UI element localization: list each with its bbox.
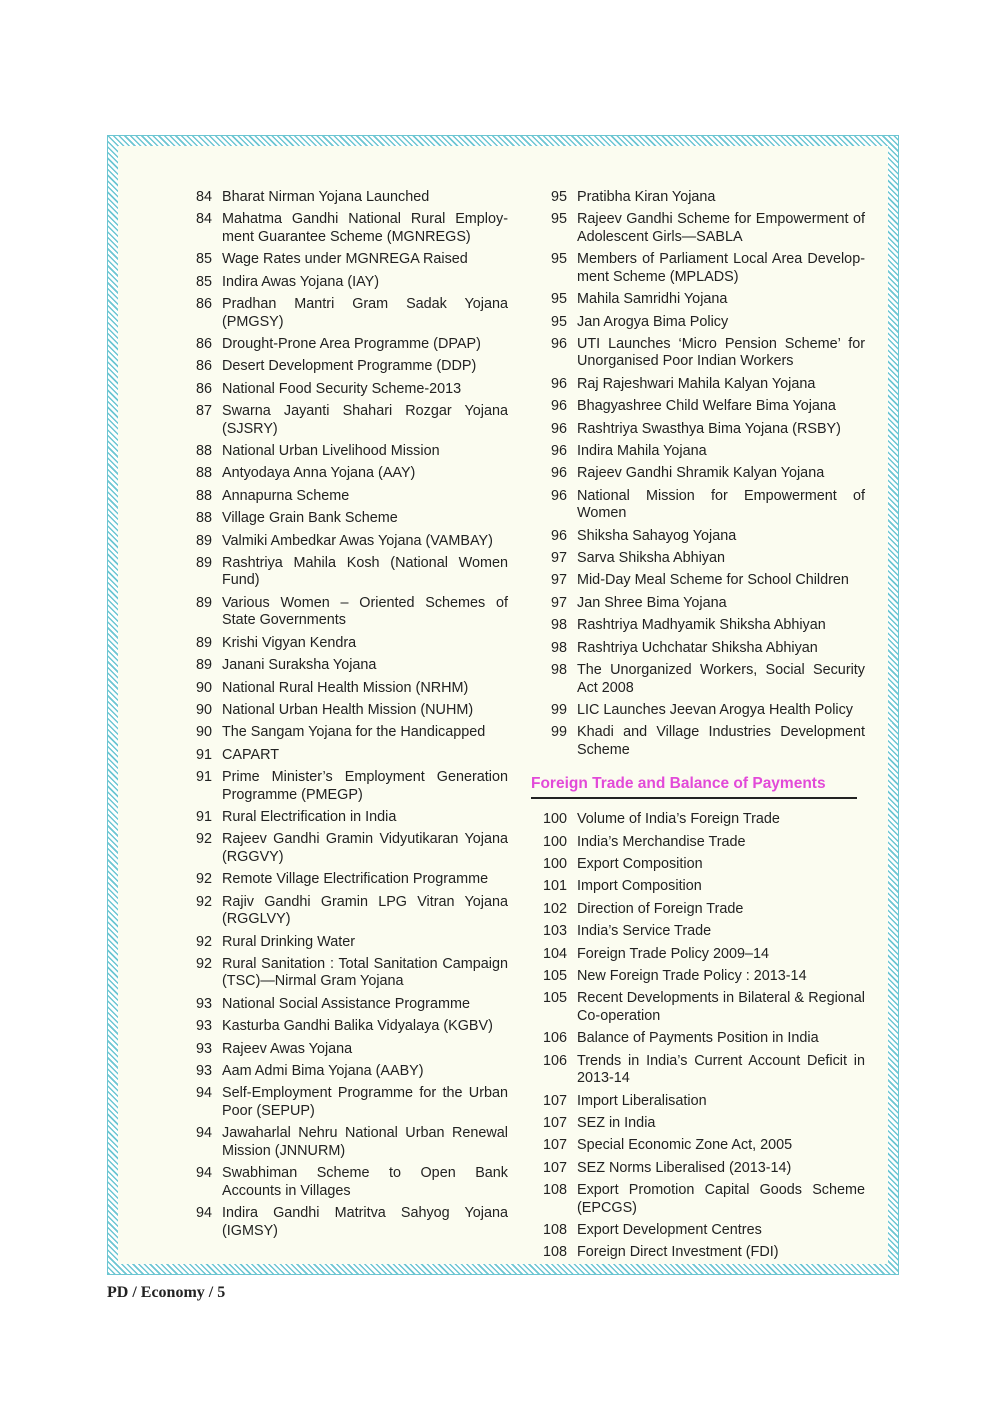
- entry-page-number: 89: [195, 554, 212, 571]
- entry-title: Mahila Samridhi Yojana: [577, 291, 728, 308]
- entry-title: Various Women – Oriented Schemes of State Governments: [222, 594, 508, 629]
- entry-title: Rural Electrification in India: [222, 808, 397, 825]
- entry-page-number: 84: [195, 189, 212, 205]
- contents-entry: [529, 702, 865, 720]
- entry-page-number: 89: [195, 657, 212, 674]
- contents-entry: [174, 1018, 508, 1036]
- entry-title: Trends in India’s Current Account Deficit in 2013-14: [577, 1052, 865, 1087]
- contents-entry: [174, 657, 508, 675]
- entry-title: LIC Launches Jeevan Arogya Health Policy: [577, 701, 853, 718]
- entry-title: Export Promotion Capital Goods Scheme (EPCGS): [577, 1182, 865, 1216]
- entry-page-number: 92: [195, 955, 212, 972]
- entry-title: Import Composition: [577, 878, 702, 895]
- entry-page-number: 94: [195, 1125, 212, 1142]
- entry-page-number: 92: [195, 893, 212, 910]
- entry-title: Recent Developments in Bilateral & Regional Co-operation: [577, 990, 865, 1024]
- entry-title: The Sangam Yojana for the Handicapped: [222, 724, 486, 741]
- contents-entry: [529, 946, 865, 964]
- contents-entry: [174, 358, 508, 376]
- entry-page-number: 95: [550, 189, 567, 205]
- entry-page-number: 90: [195, 701, 212, 718]
- contents-entry: [174, 1205, 508, 1240]
- contents-entry: [174, 1041, 508, 1059]
- contents-entry: [174, 894, 508, 929]
- entry-page-number: 92: [195, 871, 212, 888]
- contents-entry: [529, 1053, 865, 1088]
- contents-entry: [529, 811, 865, 829]
- entry-page-number: 91: [195, 808, 212, 825]
- entry-page-number: 89: [195, 634, 212, 651]
- contents-entry: [529, 595, 865, 613]
- contents-entry: [529, 1115, 865, 1133]
- left-column: [174, 189, 508, 1245]
- entry-page-number: 102: [542, 900, 567, 917]
- entry-title: Sarva Shiksha Abhiyan: [577, 550, 725, 567]
- contents-entry: [174, 336, 508, 354]
- entry-title: Indira Gandhi Matritva Sahyog Yojana (IGMSY): [222, 1205, 508, 1239]
- contents-entry: [174, 724, 508, 742]
- entry-page-number: 91: [195, 746, 212, 763]
- contents-entry: [529, 878, 865, 896]
- entry-page-number: 107: [542, 1115, 567, 1131]
- right-column: [529, 189, 865, 1267]
- entry-page-number: 100: [542, 833, 567, 850]
- entry-page-number: 107: [542, 1092, 567, 1109]
- entry-title: Kasturba Gandhi Balika Vidyalaya (KGBV): [222, 1018, 493, 1035]
- contents-entry: [174, 296, 508, 331]
- contents-entry: [529, 640, 865, 658]
- entry-page-number: 96: [550, 487, 567, 504]
- entry-page-number: 88: [195, 487, 212, 504]
- entry-title: Wage Rates under MGNREGA Raised: [222, 251, 468, 268]
- entry-page-number: 107: [542, 1137, 567, 1154]
- entry-page-number: 96: [550, 527, 567, 544]
- entry-title: Rural Drinking Water: [222, 933, 356, 950]
- contents-entry: [529, 488, 865, 523]
- contents-entry: [174, 1165, 508, 1200]
- entry-page-number: 101: [542, 878, 567, 895]
- contents-panel: [118, 146, 888, 1264]
- entry-page-number: 96: [550, 443, 567, 460]
- contents-entry: [174, 510, 508, 528]
- contents-entry: [529, 291, 865, 309]
- entry-page-number: 98: [550, 617, 567, 634]
- entry-title: UTI Launches ‘Micro Pension Scheme’ for Unorganised Poor Indian Workers: [577, 335, 865, 370]
- entry-title: Volume of India’s Foreign Trade: [577, 811, 780, 828]
- entry-title: Mahatma Gandhi National Rural Employ-ment Guarantee Scheme (MGNREGS): [222, 211, 508, 245]
- contents-entry: [529, 314, 865, 332]
- entry-page-number: 96: [550, 398, 567, 415]
- entry-title: Jan Shree Bima Yojana: [577, 594, 727, 611]
- contents-entry: [529, 443, 865, 461]
- entry-title: Jan Arogya Bima Policy: [577, 313, 729, 330]
- entry-title: National Urban Health Mission (NUHM): [222, 701, 474, 718]
- entry-title: Import Liberalisation: [577, 1092, 707, 1109]
- entry-page-number: 98: [550, 639, 567, 656]
- entry-title: National Food Security Scheme-2013: [222, 380, 462, 397]
- contents-entry: [174, 189, 508, 207]
- entry-title: Rashtriya Madhyamik Shiksha Abhiyan: [577, 617, 826, 634]
- entry-page-number: 94: [195, 1085, 212, 1102]
- contents-entry: [529, 421, 865, 439]
- entry-page-number: 108: [542, 1182, 567, 1199]
- entry-title: Raj Rajeshwari Mahila Kalyan Yojana: [577, 375, 816, 392]
- entry-page-number: 93: [195, 1040, 212, 1057]
- entry-title: Krishi Vigyan Kendra: [222, 634, 357, 651]
- entry-page-number: 107: [542, 1159, 567, 1176]
- contents-entry: [174, 555, 508, 590]
- entry-title: Rajeev Awas Yojana: [222, 1040, 353, 1057]
- entry-page-number: 96: [550, 335, 567, 352]
- entry-page-number: 98: [550, 662, 567, 679]
- entry-title: Export Composition: [577, 856, 703, 873]
- contents-entry: [529, 968, 865, 986]
- contents-entry: [529, 1182, 865, 1217]
- contents-entry: [529, 1222, 865, 1240]
- entry-title: Bhagyashree Child Welfare Bima Yojana: [577, 398, 836, 415]
- entry-title: India’s Merchandise Trade: [577, 833, 746, 850]
- entry-title: Aam Admi Bima Yojana (AABY): [222, 1063, 424, 1079]
- contents-entry: [529, 528, 865, 546]
- entry-page-number: 88: [195, 465, 212, 482]
- entry-page-number: 96: [550, 375, 567, 392]
- contents-entry: [174, 403, 508, 438]
- entry-page-number: 86: [195, 380, 212, 397]
- contents-entry: [174, 956, 508, 991]
- entry-title: New Foreign Trade Policy : 2013-14: [577, 968, 807, 985]
- contents-entry: [174, 595, 508, 630]
- entry-title: Annapurna Scheme: [222, 487, 350, 504]
- entry-title: Valmiki Ambedkar Awas Yojana (VAMBAY): [222, 532, 493, 549]
- entry-page-number: 93: [195, 1018, 212, 1035]
- entry-page-number: 95: [550, 291, 567, 308]
- entry-title: Rajeev Gandhi Shramik Kalyan Yojana: [577, 465, 825, 482]
- entry-page-number: 94: [195, 1165, 212, 1182]
- entry-page-number: 105: [542, 990, 567, 1007]
- entry-title: Drought-Prone Area Programme (DPAP): [222, 335, 481, 352]
- entry-page-number: 90: [195, 724, 212, 741]
- entry-page-number: 96: [550, 465, 567, 482]
- contents-entry: [174, 211, 508, 246]
- entry-title: Balance of Payments Position in India: [577, 1030, 819, 1047]
- entry-page-number: 89: [195, 532, 212, 549]
- entry-page-number: 97: [550, 594, 567, 611]
- contents-entry: [174, 769, 508, 804]
- entry-title: Antyodaya Anna Yojana (AAY): [222, 465, 416, 482]
- entry-title: Rashtriya Swasthya Bima Yojana (RSBY): [577, 420, 841, 437]
- entry-page-number: 108: [542, 1222, 567, 1239]
- entry-page-number: 99: [550, 724, 567, 741]
- page-frame: [107, 135, 899, 1275]
- contents-entry: [174, 934, 508, 952]
- entry-title: Swabhiman Scheme to Open Bank Accounts in Villages: [222, 1165, 508, 1199]
- contents-entry: [174, 1063, 508, 1081]
- entry-title: Rajeev Gandhi Gramin Vidyutikaran Yojana (RGGVY): [222, 831, 508, 865]
- contents-entry: [174, 680, 508, 698]
- right-column-entries: [529, 189, 865, 759]
- entry-page-number: 84: [195, 211, 212, 228]
- entry-title: Members of Parliament Local Area Develop-ment Scheme (MPLADS): [577, 251, 865, 285]
- entry-page-number: 100: [542, 811, 567, 828]
- entry-page-number: 94: [195, 1205, 212, 1222]
- entry-page-number: 97: [550, 550, 567, 567]
- entry-page-number: 88: [195, 510, 212, 527]
- entry-title: Mid-Day Meal Scheme for School Children: [577, 572, 849, 589]
- entry-page-number: 86: [195, 358, 212, 375]
- entry-title: Special Economic Zone Act, 2005: [577, 1137, 793, 1154]
- contents-entry: [529, 662, 865, 697]
- entry-title: National Mission for Empowerment of Women: [577, 487, 865, 522]
- contents-entry: [174, 871, 508, 889]
- entry-page-number: 105: [542, 968, 567, 985]
- entry-title: Village Grain Bank Scheme: [222, 510, 398, 527]
- contents-entry: [529, 724, 865, 759]
- contents-entry: [174, 831, 508, 866]
- entry-page-number: 95: [550, 251, 567, 268]
- entry-title: Rashtriya Mahila Kosh (National Women Fund): [222, 554, 508, 589]
- entry-title: Pradhan Mantri Gram Sadak Yojana (PMGSY): [222, 296, 508, 330]
- entry-title: Swarna Jayanti Shahari Rozgar Yojana (SJSRY): [222, 403, 508, 437]
- entry-title: National Social Assistance Programme: [222, 995, 470, 1012]
- contents-entry: [529, 1030, 865, 1048]
- entry-page-number: 85: [195, 251, 212, 268]
- contents-entry: [174, 274, 508, 292]
- page-footer: PD / Economy / 5: [107, 1284, 226, 1301]
- entry-title: Bharat Nirman Yojana Launched: [222, 189, 430, 205]
- entry-title: National Urban Livelihood Mission: [222, 443, 440, 460]
- contents-entry: [529, 834, 865, 852]
- entry-title: Pratibha Kiran Yojana: [577, 189, 716, 205]
- contents-entry: [174, 702, 508, 720]
- foreign-trade-entries: [529, 811, 865, 1262]
- entry-title: Export Development Centres: [577, 1222, 762, 1239]
- entry-title: SEZ Norms Liberalised (2013-14): [577, 1159, 792, 1176]
- contents-entry: [174, 635, 508, 653]
- entry-title: Rajiv Gandhi Gramin LPG Vitran Yojana (RGGLVY): [222, 893, 508, 928]
- entry-title: Direction of Foreign Trade: [577, 900, 744, 917]
- contents-entry: [174, 1085, 508, 1120]
- entry-page-number: 103: [542, 923, 567, 940]
- entry-page-number: 96: [550, 420, 567, 437]
- entry-title: Foreign Trade Policy 2009–14: [577, 945, 769, 962]
- entry-page-number: 93: [195, 1063, 212, 1079]
- contents-entry: [174, 251, 508, 269]
- contents-entry: [174, 1125, 508, 1160]
- contents-entry: [174, 809, 508, 827]
- contents-entry: [529, 398, 865, 416]
- entry-page-number: 88: [195, 443, 212, 460]
- entry-title: Rajeev Gandhi Scheme for Empowerment of Adolescent Girls—SABLA: [577, 211, 865, 245]
- entry-title: Self-Employment Programme for the Urban Poor (SEPUP): [222, 1085, 508, 1119]
- contents-entry: [529, 550, 865, 568]
- contents-entry: [529, 251, 865, 286]
- contents-entry: [529, 211, 865, 246]
- entry-page-number: 99: [550, 701, 567, 718]
- entry-title: CAPART: [222, 746, 280, 763]
- entry-page-number: 104: [542, 945, 567, 962]
- contents-entry: [174, 996, 508, 1014]
- contents-entry: [529, 1160, 865, 1178]
- entry-title: Rural Sanitation : Total Sanitation Campaign (TSC)—Nirmal Gram Yojana: [222, 955, 508, 990]
- contents-entry: [174, 747, 508, 765]
- contents-entry: [174, 381, 508, 399]
- contents-entry: [174, 443, 508, 461]
- entry-page-number: 92: [195, 933, 212, 950]
- section-heading: Foreign Trade and Balance of Payments: [531, 773, 857, 799]
- contents-entry: [529, 990, 865, 1025]
- contents-entry: [529, 617, 865, 635]
- contents-entry: [174, 465, 508, 483]
- entry-page-number: 100: [542, 856, 567, 873]
- entry-page-number: 89: [195, 594, 212, 611]
- entry-title: Prime Minister’s Employment Generation Programme (PMEGP): [222, 769, 508, 803]
- entry-page-number: 90: [195, 679, 212, 696]
- entry-title: Khadi and Village Industries Development Scheme: [577, 724, 865, 758]
- contents-entry: [529, 901, 865, 919]
- entry-title: SEZ in India: [577, 1115, 656, 1131]
- contents-entry: [529, 572, 865, 590]
- entry-title: Indira Mahila Yojana: [577, 443, 707, 460]
- entry-title: Foreign Direct Investment (FDI): [577, 1244, 779, 1261]
- entry-title: Jawaharlal Nehru National Urban Renewal Mission (JNNURM): [222, 1125, 508, 1159]
- entry-page-number: 106: [542, 1030, 567, 1047]
- entry-page-number: 86: [195, 335, 212, 352]
- entry-title: The Unorganized Workers, Social Security Act 2008: [577, 662, 865, 696]
- entry-title: National Rural Health Mission (NRHM): [222, 679, 469, 696]
- contents-entry: [529, 923, 865, 941]
- entry-title: Indira Awas Yojana (IAY): [222, 273, 380, 290]
- entry-page-number: 95: [550, 211, 567, 228]
- entry-page-number: 92: [195, 831, 212, 848]
- contents-entry: [529, 336, 865, 371]
- entry-page-number: 97: [550, 572, 567, 589]
- entry-title: Remote Village Electrification Programme: [222, 871, 489, 888]
- entry-page-number: 93: [195, 995, 212, 1012]
- entry-page-number: 95: [550, 313, 567, 330]
- entry-page-number: 108: [542, 1244, 567, 1261]
- contents-entry: [529, 1244, 865, 1262]
- contents-entry: [529, 1137, 865, 1155]
- entry-title: Desert Development Programme (DDP): [222, 358, 477, 375]
- entry-page-number: 85: [195, 273, 212, 290]
- entry-title: India’s Service Trade: [577, 923, 712, 940]
- entry-page-number: 86: [195, 296, 212, 313]
- entry-title: Shiksha Sahayog Yojana: [577, 527, 737, 544]
- entry-page-number: 87: [195, 403, 212, 420]
- entry-title: Janani Suraksha Yojana: [222, 657, 377, 674]
- contents-entry: [174, 533, 508, 551]
- contents-entry: [529, 856, 865, 874]
- contents-entry: [529, 376, 865, 394]
- contents-entry: [174, 488, 508, 506]
- contents-entry: [529, 189, 865, 207]
- entry-page-number: 106: [542, 1052, 567, 1069]
- entry-title: Rashtriya Uchchatar Shiksha Abhiyan: [577, 639, 818, 656]
- entry-page-number: 91: [195, 769, 212, 786]
- contents-entry: [529, 1093, 865, 1111]
- contents-entry: [529, 465, 865, 483]
